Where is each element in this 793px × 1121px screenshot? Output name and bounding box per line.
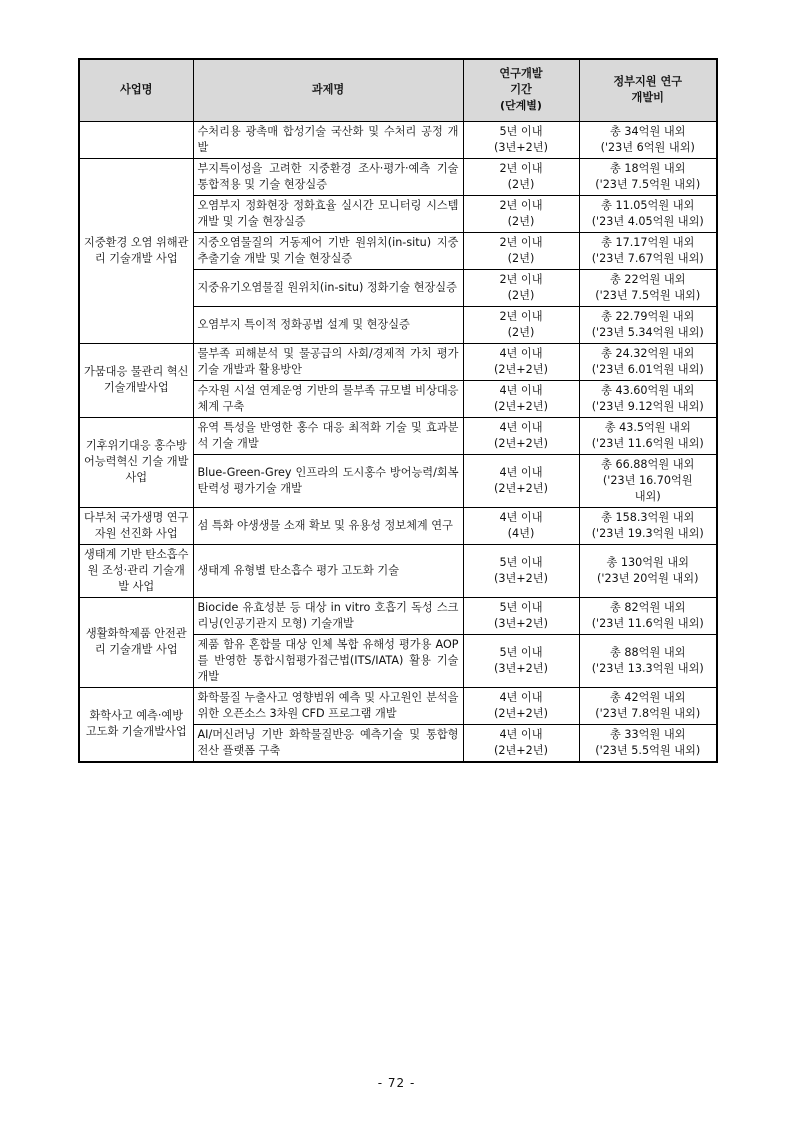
period-line: 4년 이내 <box>499 420 543 434</box>
budget-cell <box>579 121 717 158</box>
budget-line: ('23년 20억원 내외) <box>597 571 699 585</box>
period-line: (2년+2년) <box>494 743 548 757</box>
task-name-cell: 부지특이성을 고려한 지중환경 조사·평가·예측 기술 통합적용 및 기술 현장실증 <box>193 158 463 195</box>
period-line: 2년 이내 <box>499 235 543 249</box>
budget-line: ('23년 7.8억원 내외) <box>595 706 701 720</box>
table-row <box>79 158 717 195</box>
period-line: (3년+2년) <box>494 616 548 630</box>
table-row <box>79 343 717 380</box>
business-name-cell <box>79 121 193 158</box>
period-line: (3년+2년) <box>494 661 548 675</box>
header-period-line3: (단계별) <box>500 99 542 113</box>
period-line: (2년) <box>507 288 535 302</box>
business-name-cell: 생활화학제품 안전관리 기술개발 사업 <box>79 597 193 687</box>
budget-line: ('23년 11.6억원 내외) <box>591 436 704 450</box>
period-line: 2년 이내 <box>499 161 543 175</box>
budget-line: 내외) <box>634 489 661 503</box>
period-line: 4년 이내 <box>499 346 543 360</box>
task-name-cell: Blue-Green-Grey 인프라의 도시홍수 방어능력/회복탄력성 평가기술 개발 <box>193 454 463 507</box>
budget-line: ('23년 4.05억원 내외) <box>591 214 704 228</box>
budget-line: 총 43.60억원 내외 <box>601 383 695 397</box>
period-cell <box>463 634 579 687</box>
header-row <box>79 59 717 121</box>
task-name-cell: Biocide 유효성분 등 대상 in vitro 호흡기 독성 스크리닝(인공기관지 모형) 기술개발 <box>193 597 463 634</box>
task-name-cell: 수자원 시설 연계운영 기반의 물부족 규모별 비상대응 체계 구축 <box>193 380 463 417</box>
period-line: 2년 이내 <box>499 198 543 212</box>
period-line: 5년 이내 <box>499 555 543 569</box>
budget-cell <box>579 343 717 380</box>
period-cell <box>463 544 579 597</box>
header-business: 사업명 <box>79 59 193 121</box>
budget-line: 총 17.17억원 내외 <box>601 235 695 249</box>
budget-line: 총 18억원 내외 <box>610 161 686 175</box>
period-cell <box>463 507 579 544</box>
task-name-cell: 지중유기오염물질 원위치(in-situ) 정화기술 현장실증 <box>193 269 463 306</box>
task-name-cell: 화학물질 누출사고 영향범위 예측 및 사고원인 분석을 위한 오픈소스 3차원 CFD 프로그램 개발 <box>193 687 463 724</box>
budget-line: 총 82억원 내외 <box>610 600 686 614</box>
budget-cell <box>579 454 717 507</box>
business-name-cell: 생태계 기반 탄소흡수원 조성·관리 기술개발 사업 <box>79 544 193 597</box>
period-cell <box>463 306 579 343</box>
budget-cell <box>579 306 717 343</box>
budget-cell <box>579 597 717 634</box>
period-line: (2년) <box>507 325 535 339</box>
period-line: (2년+2년) <box>494 362 548 376</box>
period-line: (3년+2년) <box>494 571 548 585</box>
header-task: 과제명 <box>193 59 463 121</box>
period-line: (2년) <box>507 251 535 265</box>
period-cell <box>463 724 579 762</box>
budget-line: 총 11.05억원 내외 <box>601 198 695 212</box>
period-cell <box>463 597 579 634</box>
task-name-cell: 섬 특화 야생생물 소재 확보 및 유용성 정보체계 연구 <box>193 507 463 544</box>
budget-line: 총 130억원 내외 <box>606 555 689 569</box>
period-line: 4년 이내 <box>499 690 543 704</box>
task-name-cell: 생태계 유형별 탄소흡수 평가 고도화 기술 <box>193 544 463 597</box>
budget-line: 총 66.88억원 내외 <box>601 457 695 471</box>
header-period <box>463 59 579 121</box>
period-line: (2년+2년) <box>494 706 548 720</box>
budget-line: ('23년 7.5억원 내외) <box>595 177 701 191</box>
period-line: 4년 이내 <box>499 510 543 524</box>
period-line: (2년) <box>507 177 535 191</box>
budget-cell <box>579 417 717 454</box>
period-line: 2년 이내 <box>499 309 543 323</box>
table-body <box>79 121 717 762</box>
budget-line: 총 24.32억원 내외 <box>601 346 695 360</box>
task-name-cell: 지중오염물질의 거동제어 기반 원위치(in-situ) 지중추출기술 개발 및 기술 현장실증 <box>193 232 463 269</box>
period-cell <box>463 195 579 232</box>
period-cell <box>463 343 579 380</box>
header-budget-line1: 정부지원 연구 <box>613 75 683 89</box>
period-cell <box>463 232 579 269</box>
period-line: (2년+2년) <box>494 436 548 450</box>
table-row <box>79 597 717 634</box>
page-number: - 72 - <box>377 1076 416 1090</box>
budget-line: 총 22.79억원 내외 <box>601 309 695 323</box>
header-period-line1: 연구개발 <box>499 67 543 81</box>
period-line: 4년 이내 <box>499 383 543 397</box>
period-cell <box>463 417 579 454</box>
task-name-cell: 유역 특성을 반영한 홍수 대응 최적화 기술 및 효과분석 기술 개발 <box>193 417 463 454</box>
task-name-cell: 오염부지 특이적 정화공법 설계 및 현장실증 <box>193 306 463 343</box>
budget-line: ('23년 5.5억원 내외) <box>595 743 701 757</box>
table-row <box>79 507 717 544</box>
header-budget <box>579 59 717 121</box>
period-cell <box>463 380 579 417</box>
budget-line: ('23년 9.12억원 내외) <box>591 399 704 413</box>
period-line: (2년+2년) <box>494 399 548 413</box>
budget-line: ('23년 7.67억원 내외) <box>591 251 704 265</box>
task-name-cell: 수처리용 광촉매 합성기술 국산화 및 수처리 공정 개발 <box>193 121 463 158</box>
budget-line: ('23년 19.3억원 내외) <box>591 526 704 540</box>
task-name-cell: AI/머신러닝 기반 화학물질반응 예측기술 및 통합형 전산 플랫폼 구축 <box>193 724 463 762</box>
table-row <box>79 544 717 597</box>
header-budget-line2: 개발비 <box>631 91 664 105</box>
budget-line: ('23년 7.5억원 내외) <box>595 288 701 302</box>
period-line: (3년+2년) <box>494 140 548 154</box>
budget-line: 총 88억원 내외 <box>610 645 686 659</box>
budget-line: 총 22억원 내외 <box>610 272 686 286</box>
task-name-cell: 오염부지 정화현장 정화효율 실시간 모니터링 시스템 개발 및 기술 현장실증 <box>193 195 463 232</box>
period-line: 2년 이내 <box>499 272 543 286</box>
budget-cell <box>579 507 717 544</box>
budget-line: ('23년 16.70억원 <box>602 473 693 487</box>
budget-line: 총 158.3억원 내외 <box>601 510 695 524</box>
period-cell <box>463 687 579 724</box>
budget-cell <box>579 687 717 724</box>
budget-line: ('23년 6.01억원 내외) <box>591 362 704 376</box>
header-period-line2: 기간 <box>510 83 532 97</box>
period-line: 4년 이내 <box>499 727 543 741</box>
budget-cell <box>579 158 717 195</box>
budget-cell <box>579 724 717 762</box>
period-line: 5년 이내 <box>499 645 543 659</box>
budget-line: 총 43.5억원 내외 <box>604 420 691 434</box>
period-line: 4년 이내 <box>499 465 543 479</box>
business-name-cell: 지중환경 오염 위해관리 기술개발 사업 <box>79 158 193 343</box>
table-row <box>79 687 717 724</box>
period-line: (2년) <box>507 214 535 228</box>
budget-cell <box>579 634 717 687</box>
business-name-cell: 다부처 국가생명 연구자원 선진화 사업 <box>79 507 193 544</box>
task-name-cell: 물부족 피해분석 및 물공급의 사회/경제적 가치 평가 기술 개발과 활용방안 <box>193 343 463 380</box>
budget-cell <box>579 195 717 232</box>
budget-line: ('23년 6억원 내외) <box>600 140 695 154</box>
task-name-cell: 제품 함유 혼합물 대상 인체 복합 유해성 평가용 AOP를 반영한 통합시험평가접근법(ITS/IATA) 활용 기술 개발 <box>193 634 463 687</box>
table-row <box>79 417 717 454</box>
period-line: 5년 이내 <box>499 124 543 138</box>
budget-cell <box>579 544 717 597</box>
budget-cell <box>579 232 717 269</box>
budget-line: ('23년 13.3억원 내외) <box>591 661 704 675</box>
table-row <box>79 121 717 158</box>
period-cell <box>463 158 579 195</box>
period-line: 5년 이내 <box>499 600 543 614</box>
budget-line: 총 34억원 내외 <box>610 124 686 138</box>
period-line: (4년) <box>507 526 535 540</box>
budget-cell <box>579 269 717 306</box>
period-cell <box>463 121 579 158</box>
budget-line: ('23년 11.6억원 내외) <box>591 616 704 630</box>
budget-line: ('23년 5.34억원 내외) <box>591 325 704 339</box>
budget-cell <box>579 380 717 417</box>
period-cell <box>463 454 579 507</box>
business-name-cell: 기후위기대응 홍수방어능력혁신 기술 개발사업 <box>79 417 193 507</box>
business-name-cell: 가뭄대응 물관리 혁신기술개발사업 <box>79 343 193 417</box>
rnd-program-table <box>78 58 718 763</box>
business-name-cell: 화학사고 예측·예방 고도화 기술개발사업 <box>79 687 193 762</box>
budget-line: 총 33억원 내외 <box>610 727 686 741</box>
budget-line: 총 42억원 내외 <box>610 690 686 704</box>
period-cell <box>463 269 579 306</box>
period-line: (2년+2년) <box>494 481 548 495</box>
